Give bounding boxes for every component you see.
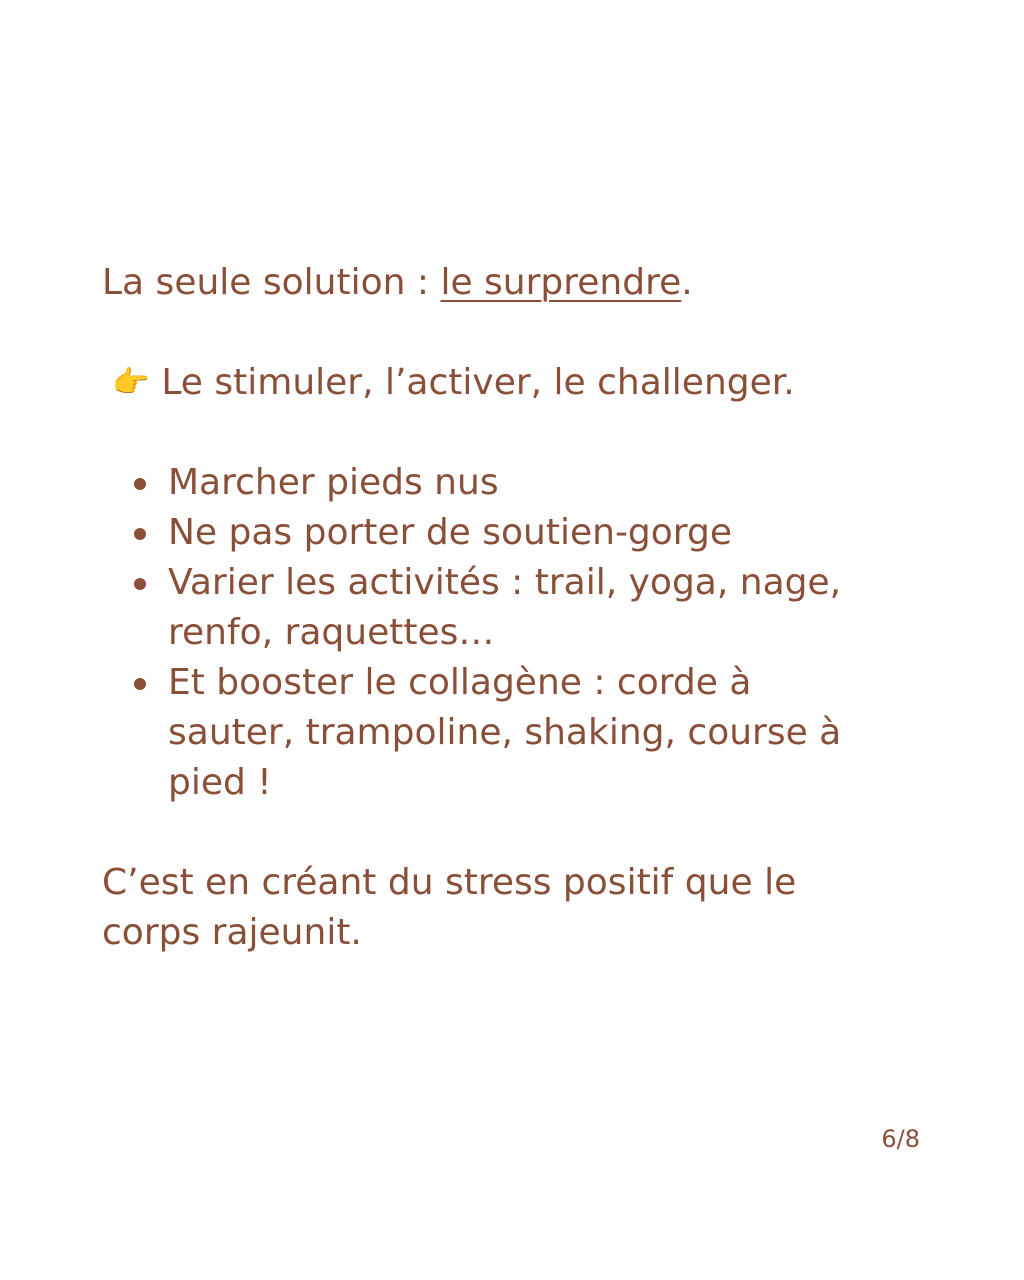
list-item bbox=[168, 658, 902, 808]
conclusion-line: C’est en créant du stress positif que le bbox=[102, 862, 797, 903]
bullet-list bbox=[102, 458, 902, 808]
spacer bbox=[102, 808, 902, 858]
spacer bbox=[102, 408, 902, 458]
bullet-text-line: Et booster le collagène : corde à bbox=[168, 662, 752, 703]
conclusion-line: corps rajeunit. bbox=[102, 912, 362, 953]
bullet-dot-icon bbox=[134, 528, 146, 540]
bullet-text-line: pied ! bbox=[168, 762, 272, 803]
bullet-text-line: renfo, raquettes… bbox=[168, 612, 495, 653]
slide-content bbox=[102, 258, 902, 958]
intro-suffix: . bbox=[681, 262, 693, 303]
intro-underlined-text: le surprendre bbox=[440, 262, 682, 303]
bullet-dot-icon bbox=[134, 678, 146, 690]
list-item bbox=[168, 508, 902, 558]
bullet-text-line: sauter, trampoline, shaking, course à bbox=[168, 712, 842, 753]
bullet-text-line: Varier les activités : trail, yoga, nage, bbox=[168, 562, 842, 603]
bullet-dot-icon bbox=[134, 578, 146, 590]
intro-prefix: La seule solution : bbox=[102, 262, 441, 303]
bullet-dot-icon bbox=[134, 478, 146, 490]
pointing-hand-icon: 👉 bbox=[112, 365, 150, 400]
page-number: 6/8 bbox=[881, 1125, 920, 1153]
pointer-text: Le stimuler, l’activer, le challenger. bbox=[161, 362, 795, 403]
pointer-line bbox=[102, 358, 902, 408]
list-item bbox=[168, 458, 902, 508]
spacer bbox=[102, 308, 902, 358]
bullet-text-line: Marcher pieds nus bbox=[168, 462, 499, 503]
list-item bbox=[168, 558, 902, 658]
bullet-text-line: Ne pas porter de soutien-gorge bbox=[168, 512, 732, 553]
intro-line bbox=[102, 258, 902, 308]
